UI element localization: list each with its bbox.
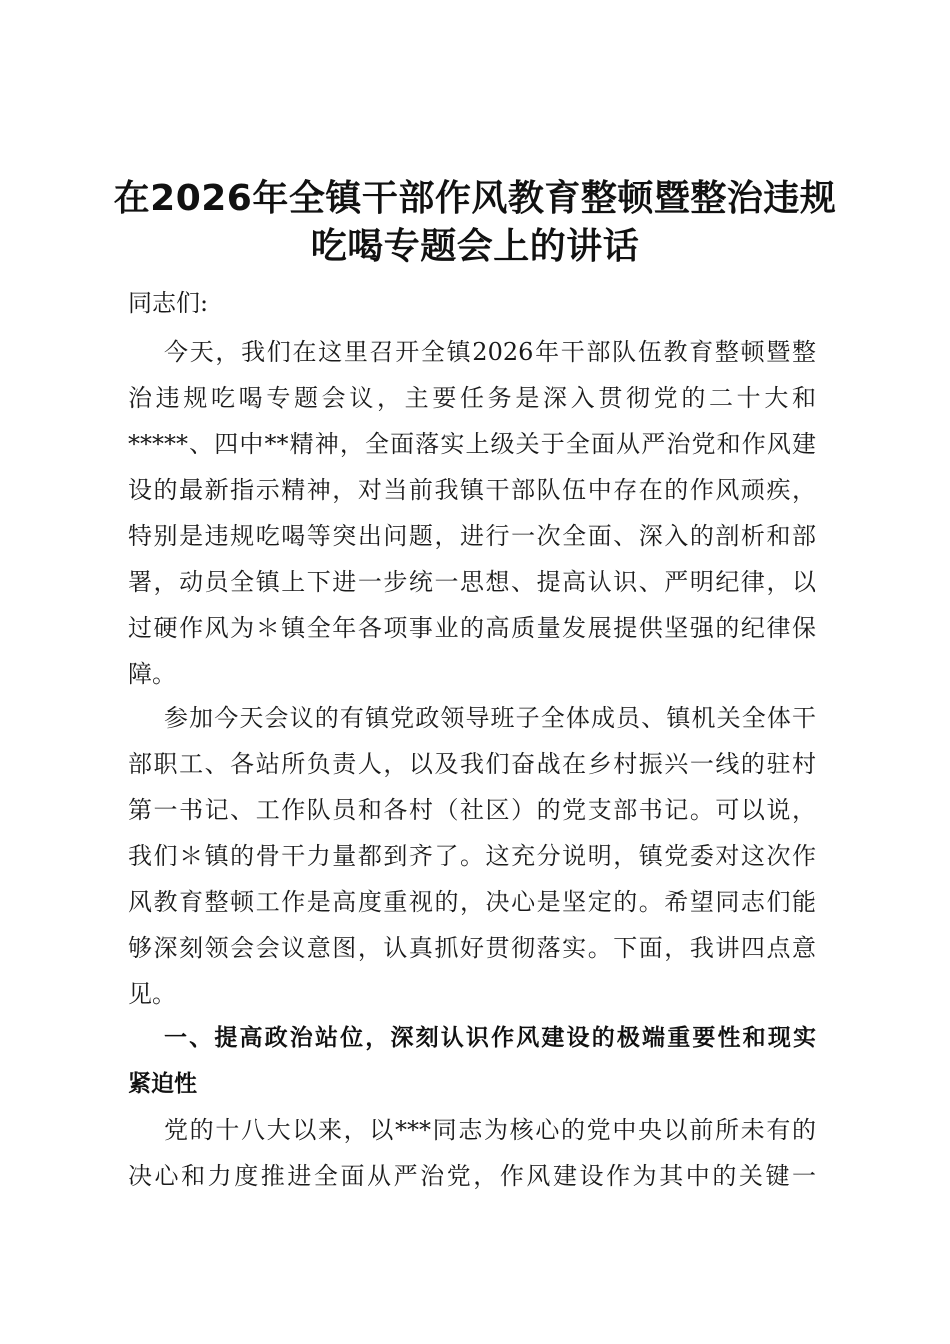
section-1-heading-line-2: 紧迫性 — [128, 1071, 197, 1097]
document-title-line-1: 在2026年全镇干部作风教育整顿暨整治违规 — [113, 178, 837, 219]
paragraph-1-line-6: 署，动员全镇上下进一步统一思想、提高认识、严明纪律，以 — [128, 568, 816, 596]
paragraph-3-line-1: 党的十八大以来，以***同志为核心的党中央以前所未有的 — [164, 1116, 816, 1144]
paragraph-1-line-8: 障。 — [128, 660, 176, 688]
paragraph-2-line-7: 见。 — [128, 980, 176, 1008]
paragraph-3-line-2: 决心和力度推进全面从严治党，作风建设作为其中的关键一 — [128, 1162, 816, 1190]
paragraph-1-line-2: 治违规吃喝专题会议，主要任务是深入贯彻党的二十大和 — [128, 384, 816, 412]
paragraph-2-line-3: 第一书记、工作队员和各村（社区）的党支部书记。可以说， — [128, 796, 816, 824]
section-1-heading-line-1: 一、提高政治站位，深刻认识作风建设的极端重要性和现实 — [164, 1025, 816, 1051]
paragraph-1-line-4: 设的最新指示精神，对当前我镇干部队伍中存在的作风顽疾， — [128, 476, 816, 504]
paragraph-2-line-2: 部职工、各站所负责人，以及我们奋战在乡村振兴一线的驻村 — [128, 750, 816, 778]
paragraph-1-line-7: 过硬作风为＊镇全年各项事业的高质量发展提供坚强的纪律保 — [128, 614, 816, 642]
document-title-line-2: 吃喝专题会上的讲话 — [310, 226, 640, 267]
salutation: 同志们: — [128, 289, 209, 317]
paragraph-2-line-1: 参加今天会议的有镇党政领导班子全体成员、镇机关全体干 — [164, 704, 816, 732]
paragraph-1-line-3: *****、四中**精神，全面落实上级关于全面从严治党和作风建 — [128, 430, 816, 458]
paragraph-2-line-5: 风教育整顿工作是高度重视的，决心是坚定的。希望同志们能 — [128, 888, 816, 916]
paragraph-2-line-6: 够深刻领会会议意图，认真抓好贯彻落实。下面，我讲四点意 — [128, 934, 816, 962]
paragraph-1-line-1: 今天，我们在这里召开全镇2026年干部队伍教育整顿暨整 — [164, 338, 816, 366]
paragraph-2-line-4: 我们＊镇的骨干力量都到齐了。这充分说明，镇党委对这次作 — [128, 842, 816, 870]
paragraph-1-line-5: 特别是违规吃喝等突出问题，进行一次全面、深入的剖析和部 — [128, 522, 816, 550]
